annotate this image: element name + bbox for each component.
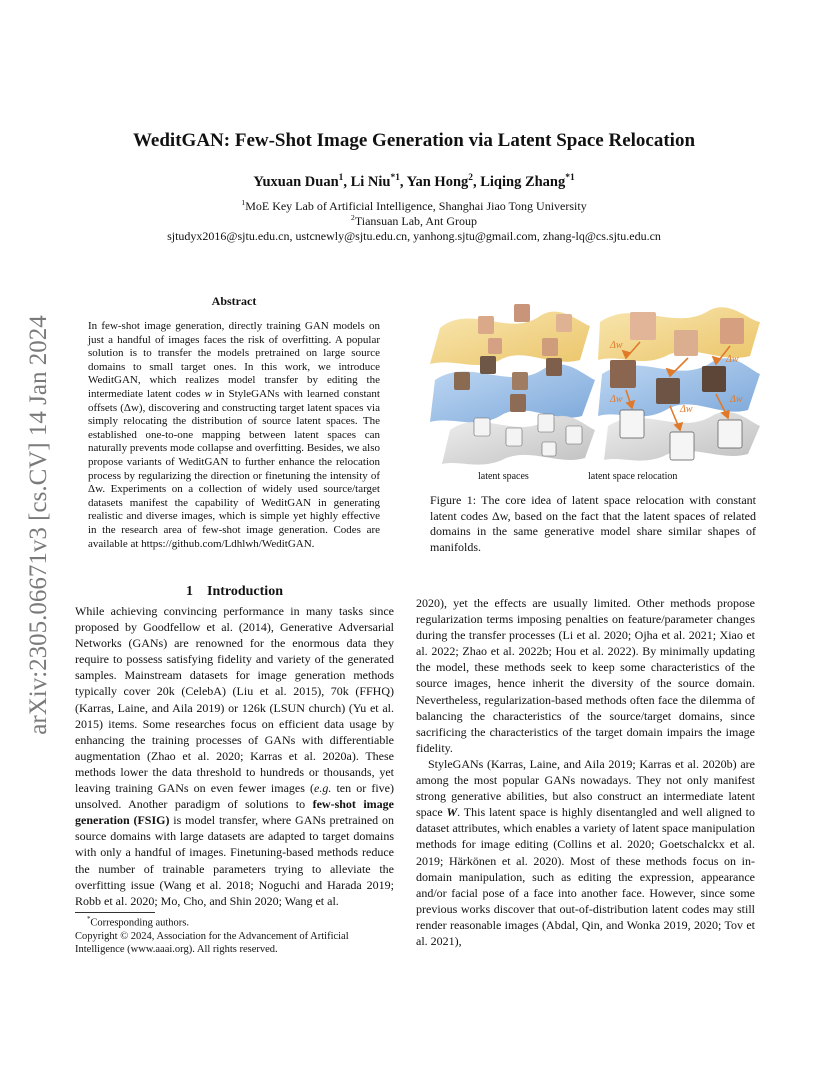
delta-w-label: Δw <box>726 354 739 365</box>
author-affiliation-mark: *1 <box>390 173 400 183</box>
delta-w-label: Δw <box>610 394 623 405</box>
body-text: . This latent space is highly disentangled and well aligned to dataset attributes, which enables a variety of latent space manipulation methods for image editing (Collins et al. 2020; Goetschalckx et al. 2019; Härkönen et al. 2020). Most of these methods focus on in-domain manipulation, such as editing the expression, appearance and/or facial pose of a face into another face. However, since some previous works discover that out-of-distribution latent codes may still render reasonable images (Abdal, Qin, and Wonka 2019, 2020; Tov et al. 2021), <box>416 805 755 948</box>
abstract-text: . Experiments on a collection of widely used source/target datasets manifest the capability of WeditGAN in generating realistic and diverse images, which is simple yet highly effective in the research area of few-shot image generation. Codes are available at https://github.com/Ldhlwh/WeditGAN. <box>88 483 380 550</box>
body-text: is model transfer, where GANs pretrained on source domains with large datasets are adapted to target domains with only a handful of images. Finetuning-based methods reduce the number of trainable parameters trying to alleviate the overfitting issue (Wang et al. 2018; Noguchi and Harada 2019; Robb et al. 2020; Mo, Cho, and Shin 2020; Wang et al. <box>75 813 394 908</box>
author-name: Li Niu <box>350 173 391 190</box>
affiliation-mark: 2 <box>350 213 355 222</box>
author-affiliation-mark: 1 <box>338 173 344 183</box>
author-name: Yan Hong <box>406 173 469 190</box>
body-text-bold: few-shot image generation (FSIG) <box>75 797 394 828</box>
abstract-body <box>88 320 380 551</box>
abstract-text: in StyleGANs with learned constant offsets ( <box>88 387 380 414</box>
delta-w-label: Δw <box>730 394 743 405</box>
figure-1-caption <box>430 493 756 555</box>
affiliation-text: MoE Key Lab of Artificial Intelligence, Shanghai Jiao Tong University <box>245 199 587 213</box>
math-delta-w: Δw <box>88 483 103 496</box>
footnote-text: Corresponding authors. <box>90 917 189 929</box>
affiliation-2 <box>0 213 828 229</box>
paragraph: 2020), yet the effects are usually limited. Other methods propose regularization terms imposing penalties on feature/parameter changes during the transfer processes (Li et al. 2020; Ojha et al. 2021; Xiao et al. 2022; Zhao et al. 2022b; Hou et al. 2022). By minimally updating the model, these methods seek to keep some characteristics of the source images, hence inherit the diversity of the source domain. Nevertheless, regularization-based methods often face the dilemma of balancing the characteristics of the source/target domains, since sacrificing the characteristics of the target domain impairs the image fidelity. <box>416 596 755 755</box>
abstract-text: ), discovering and constructing target latent spaces via simply relocating the distribution of source latent spaces. The established one-to-one mapping between latent spaces can naturally prevents mode collapse and overfitting. Besides, we also propose variants of WeditGAN to further enhance the relocation process by regularizing the direction or finetuning the intensity of <box>88 401 380 482</box>
figure-1-illustration <box>430 298 760 484</box>
body-text: StyleGANs (Karras, Laine, and Aila 2019; Karras et al. 2020b) are among the most popular GANs nowadays. They not only manifest strong generative abilities, but also construct an intermediate latent space <box>416 756 755 820</box>
arxiv-sidebar <box>25 290 52 760</box>
caption-text: Figure 1: The core idea of latent space relocation with constant latent codes <box>430 493 756 523</box>
intro-left-column <box>75 603 394 909</box>
author-affiliation-mark: 2 <box>468 173 473 183</box>
section-number: 1 <box>186 584 193 599</box>
paragraph <box>416 756 755 949</box>
math-delta-w: Δw <box>492 508 508 523</box>
footnote-mark: * <box>87 916 91 923</box>
figure-label-latent-spaces: latent spaces <box>478 471 529 482</box>
footnote-corresponding <box>75 913 394 930</box>
affiliation-1 <box>0 198 828 214</box>
section-heading-introduction <box>75 584 394 600</box>
figure-1 <box>430 298 760 484</box>
footnote <box>75 913 394 956</box>
figure-label-latent-space-relocation: latent space relocation <box>588 471 678 482</box>
arxiv-identifier: arXiv:2305.06671v3 [cs.CV] 14 Jan 2024 <box>25 315 52 735</box>
author-affiliation-mark: *1 <box>565 173 575 183</box>
affiliation-text: Tiansuan Lab, Ant Group <box>354 214 478 228</box>
body-text-italic: e.g. <box>314 781 332 796</box>
delta-w-label: Δw <box>610 340 623 351</box>
delta-w-label: Δw <box>680 404 693 415</box>
math-W: W <box>446 805 458 820</box>
section-title: Introduction <box>207 584 283 599</box>
intro-right-column <box>416 595 755 949</box>
face-thumbnails-right <box>610 312 744 460</box>
caption-text: , based on the fact that the latent spaces of related domains in the same generative model share similar shapes of manifolds. <box>430 508 756 554</box>
author-emails: sjtudyx2016@sjtu.edu.cn, ustcnewly@sjtu.edu.cn, yanhong.sjtu@gmail.com, zhang-lq@cs.sjtu.edu.cn <box>167 229 661 243</box>
copyright-notice: Copyright © 2024, Association for the Advancement of Artificial Intelligence (www.aaai.org). All rights reserved. <box>75 930 349 955</box>
abstract-heading: Abstract <box>211 294 257 308</box>
author-name: Liqing Zhang <box>480 173 566 190</box>
affiliation-mark: 1 <box>241 198 246 207</box>
author-name: Yuxuan Duan <box>253 173 339 190</box>
author-list: Yuxuan Duan$^1$, Li Niu$^{*1}$, Yan Hong$^2$, Liqing Zhang$^{*1}$ <box>253 173 575 190</box>
math-w: w <box>204 387 212 400</box>
math-delta-w: Δw <box>123 401 139 414</box>
body-text: While achieving convincing performance in many tasks since proposed by Goodfellow et al. (2014), Generative Adversarial Networks (GANs) are renowned for the enormous data they require to possess satisfying fidelity and variety of the generated samples. Mainstream datasets for image generation methods typically cover 20k (CelebA) (Liu et al. 2015), 70k (FFHQ) (Karras, Laine, and Aila 2019) or 126k (LSUN church) (Yu et al. 2015) items. Some researches focus on efficient data usage by enhancing the training processes of GANs with differentiable augmentation (Zhao et al. 2020; Karras et al. 2020a). These methods lower the data threshold to hundreds or thousands, yet leaving training GANs on even fewer images ( <box>75 604 394 796</box>
abstract-text: In few-shot image generation, directly training GAN models on just a handful of images faces the risk of overfitting. A popular solution is to transfer the models pretrained on large source domains to small target ones. In this work, we introduce WeditGAN, which realizes model transfer by editing the intermediate latent codes <box>88 320 380 400</box>
paper-title: WeditGAN: Few-Shot Image Generation via Latent Space Relocation <box>132 130 696 151</box>
body-text: ten or five) unsolved. Another paradigm of solutions to <box>75 781 394 812</box>
